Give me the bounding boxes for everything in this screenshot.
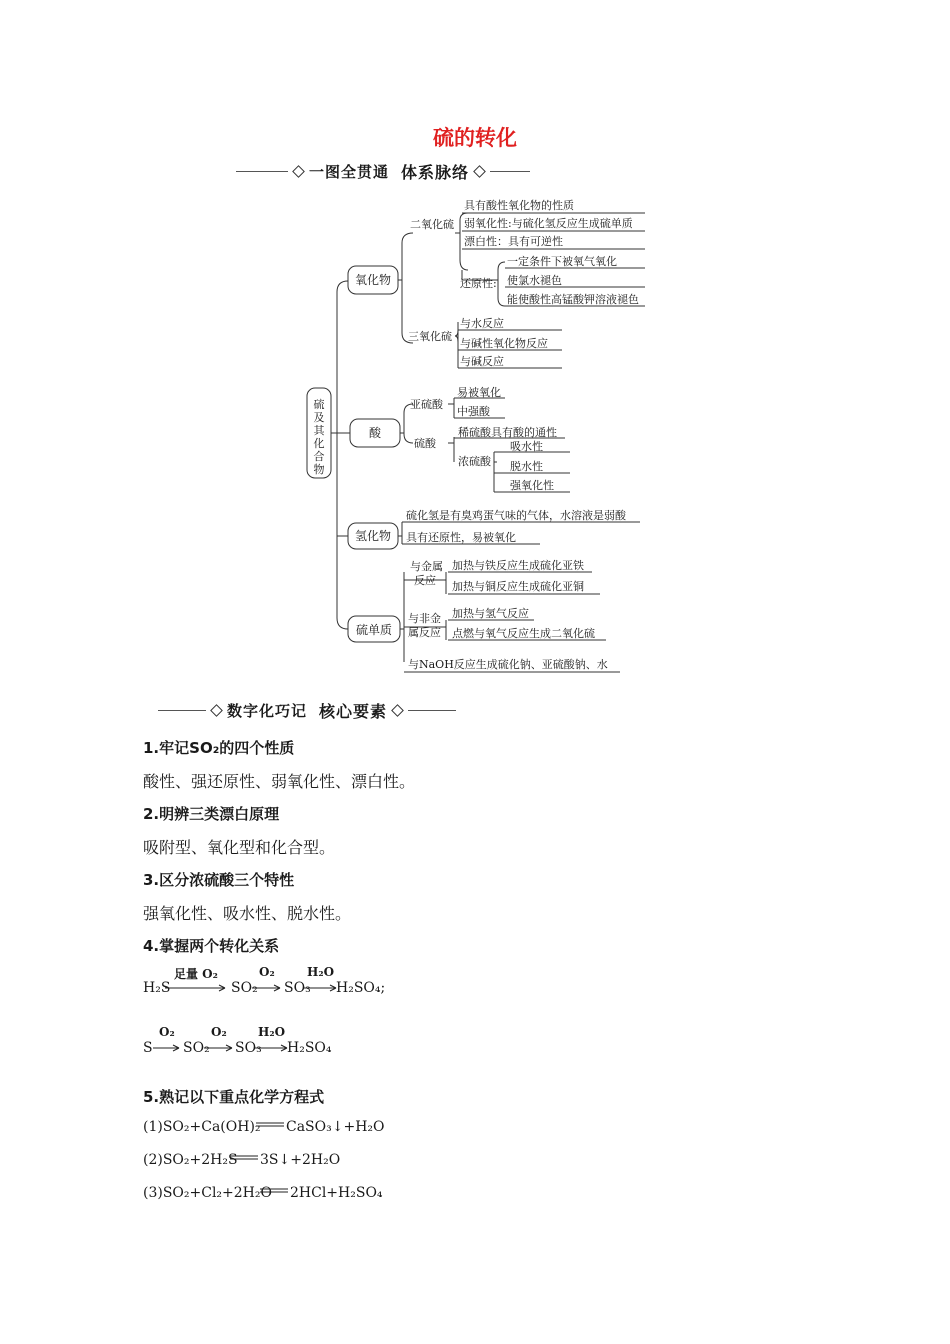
reducing-item: 一定条件下被氧气氧化 bbox=[507, 255, 617, 268]
diamond-icon bbox=[210, 704, 223, 717]
nonmetal-label: 属反应 bbox=[408, 626, 441, 639]
so2-label: 二氧化硫 bbox=[410, 218, 454, 231]
node-sulfur: 硫单质 bbox=[355, 623, 393, 637]
sulfuric-label: 硫酸 bbox=[414, 437, 436, 450]
conc-item: 强氧化性 bbox=[510, 479, 554, 492]
arrow-icon bbox=[255, 1044, 291, 1052]
diamond-icon bbox=[391, 704, 404, 717]
h2s-item: 硫化氢是有臭鸡蛋气味的气体，水溶液是弱酸 bbox=[406, 509, 626, 522]
point-heading: 1.牢记SO₂的四个性质 bbox=[143, 739, 295, 757]
metal-label: 反应 bbox=[414, 574, 436, 587]
section-title: 体系脉络 bbox=[401, 162, 470, 182]
arrow-icon bbox=[153, 1044, 183, 1052]
reducing-item: 使氯水褪色 bbox=[507, 274, 562, 287]
sulfurous-item: 中强酸 bbox=[457, 405, 490, 418]
arrow-icon bbox=[204, 1044, 236, 1052]
node-oxide: 氧化物 bbox=[354, 273, 392, 287]
nonmetal-item: 点燃与氧气反应生成二氧化硫 bbox=[452, 627, 595, 640]
conc-item: 脱水性 bbox=[510, 460, 543, 473]
point-heading: 2.明辨三类漂白原理 bbox=[143, 805, 280, 823]
naoh-item: 与NaOH反应生成硫化钠、亚硫酸钠、水 bbox=[408, 658, 608, 671]
so3-item: 与碱反应 bbox=[460, 355, 504, 368]
reducing-label: 还原性: bbox=[460, 277, 497, 290]
equals-sign-icon bbox=[260, 1187, 290, 1195]
point-heading: 3.区分浓硫酸三个特性 bbox=[143, 871, 295, 889]
point-body: 酸性、强还原性、弱氧化性、漂白性。 bbox=[143, 772, 416, 791]
nonmetal-label: 与非金 bbox=[408, 612, 441, 625]
page-title: 硫的转化 bbox=[433, 126, 517, 150]
metal-label: 与金属 bbox=[410, 560, 443, 573]
h2s-item: 具有还原性，易被氧化 bbox=[406, 531, 516, 544]
point-body: 强氧化性、吸水性、脱水性。 bbox=[143, 904, 352, 923]
so3-item: 与碱性氧化物反应 bbox=[460, 337, 548, 350]
sulfurous-item: 易被氧化 bbox=[457, 386, 501, 399]
point-heading: 5.熟记以下重点化学方程式 bbox=[143, 1088, 325, 1106]
arrow-icon bbox=[165, 984, 231, 992]
node-acid: 酸 bbox=[368, 426, 382, 440]
point-heading: 4.掌握两个转化关系 bbox=[143, 937, 280, 955]
arrow-icon bbox=[252, 984, 284, 992]
so2-item: 具有酸性氧化物的性质 bbox=[464, 199, 574, 212]
sulfurous-label: 亚硫酸 bbox=[410, 398, 443, 411]
metal-item: 加热与铁反应生成硫化亚铁 bbox=[452, 559, 584, 572]
so2-item: 弱氧化性:与硫化氢反应生成硫单质 bbox=[464, 217, 633, 230]
point-body: 吸附型、氧化型和化合型。 bbox=[143, 838, 336, 857]
section-title: 核心要素 bbox=[319, 701, 388, 721]
section-prefix: 一图全贯通 bbox=[309, 162, 390, 181]
conc-label: 浓硫酸 bbox=[458, 455, 491, 468]
equals-sign-icon bbox=[230, 1154, 260, 1162]
so3-label: 三氧化硫 bbox=[408, 330, 452, 343]
conc-item: 吸水性 bbox=[510, 440, 543, 453]
dilute-item: 稀硫酸具有酸的通性 bbox=[458, 426, 557, 439]
equals-sign-icon bbox=[256, 1121, 286, 1129]
reducing-item: 能使酸性高锰酸钾溶液褪色 bbox=[507, 293, 639, 306]
so3-item: 与水反应 bbox=[460, 317, 504, 330]
section-header-key-elements bbox=[158, 699, 456, 721]
nonmetal-item: 加热与氢气反应 bbox=[452, 607, 529, 620]
metal-item: 加热与铜反应生成硫化亚铜 bbox=[452, 580, 584, 593]
section-prefix: 数字化巧记 bbox=[227, 701, 308, 720]
root-label: 硫及其化合物 bbox=[313, 398, 325, 476]
node-hydride: 氢化物 bbox=[354, 529, 392, 543]
so2-item: 漂白性：具有可逆性 bbox=[464, 235, 563, 248]
arrow-icon bbox=[304, 984, 340, 992]
